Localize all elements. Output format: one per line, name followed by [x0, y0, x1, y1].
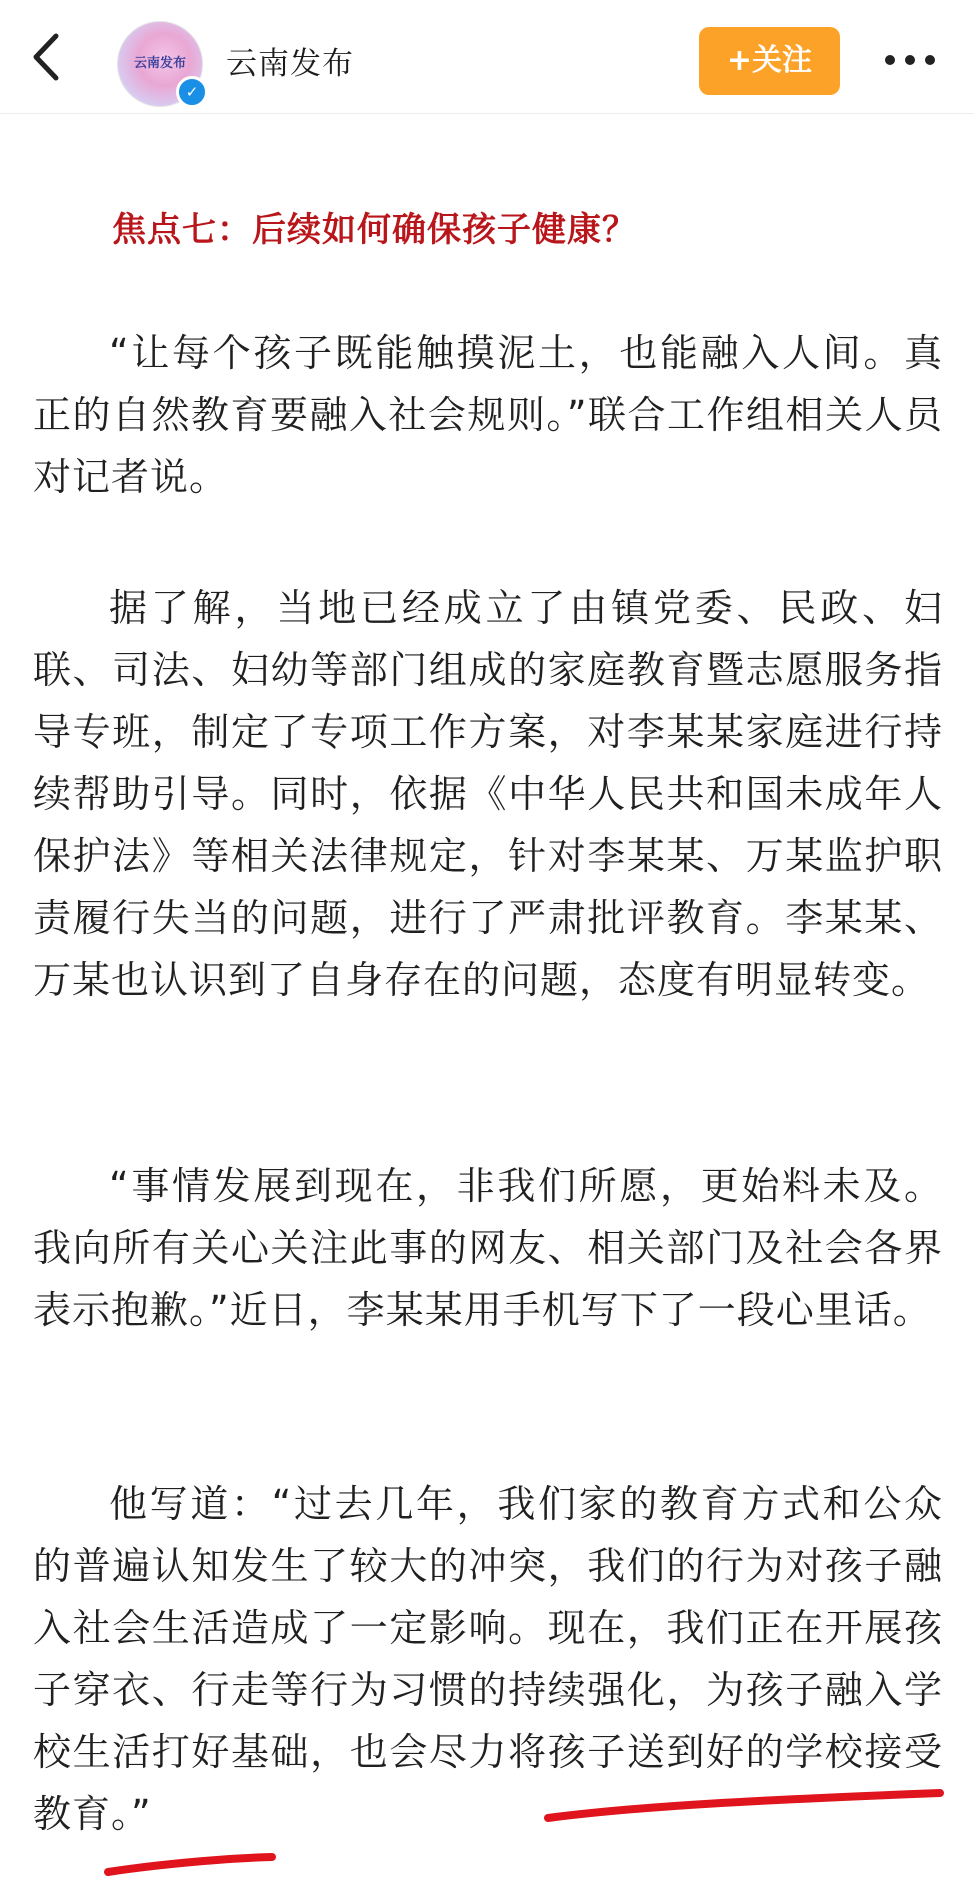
paragraph-1: “让每个孩子既能触摸泥土，也能融入人间。真正的自然教育要融入社会规则。”联合工作组相关人员对记者说。 [33, 331, 943, 499]
avatar-logo-text: 云南发布 [133, 56, 186, 71]
section-heading: 焦点七：后续如何确保孩子健康？ [112, 210, 637, 250]
top-navigation-bar [0, 0, 974, 114]
account-name[interactable]: 云南发布 [226, 46, 354, 82]
verified-badge-icon: ✓ [176, 76, 208, 108]
paragraph-2: 据了解，当地已经成立了由镇党委、民政、妇联、司法、妇幼等部门组成的家庭教育暨志愿服务指导专班，制定了专项工作方案，对李某某家庭进行持续帮助引导。同时，依据《中华人民共和国未成年人保护法》等相关法律规定，针对李某某、万某监护职责履行失当的问题，进行了严肃批评教育。李某某、万某也认识到了自身存在的问题，态度有明显转变。 [33, 586, 943, 1002]
paragraph-4: 他写道：“过去几年，我们家的教育方式和公众的普遍认知发生了较大的冲突，我们的行为对孩子融入社会生活造成了一定影响。现在，我们正在开展孩子穿衣、行走等行为习惯的持续强化，为孩子融入学校生活打好基础，也会尽力将孩子送到好的学校接受教育。” [33, 1482, 943, 1836]
follow-button[interactable]: +关注 [699, 27, 840, 95]
paragraph-3: “事情发展到现在，非我们所愿，更始料未及。我向所有关心关注此事的网友、相关部门及社会各界表示抱歉。”近日，李某某用手机写下了一段心里话。 [33, 1164, 943, 1332]
chevron-left-icon[interactable] [26, 30, 66, 84]
more-dots-icon[interactable] [880, 40, 940, 80]
